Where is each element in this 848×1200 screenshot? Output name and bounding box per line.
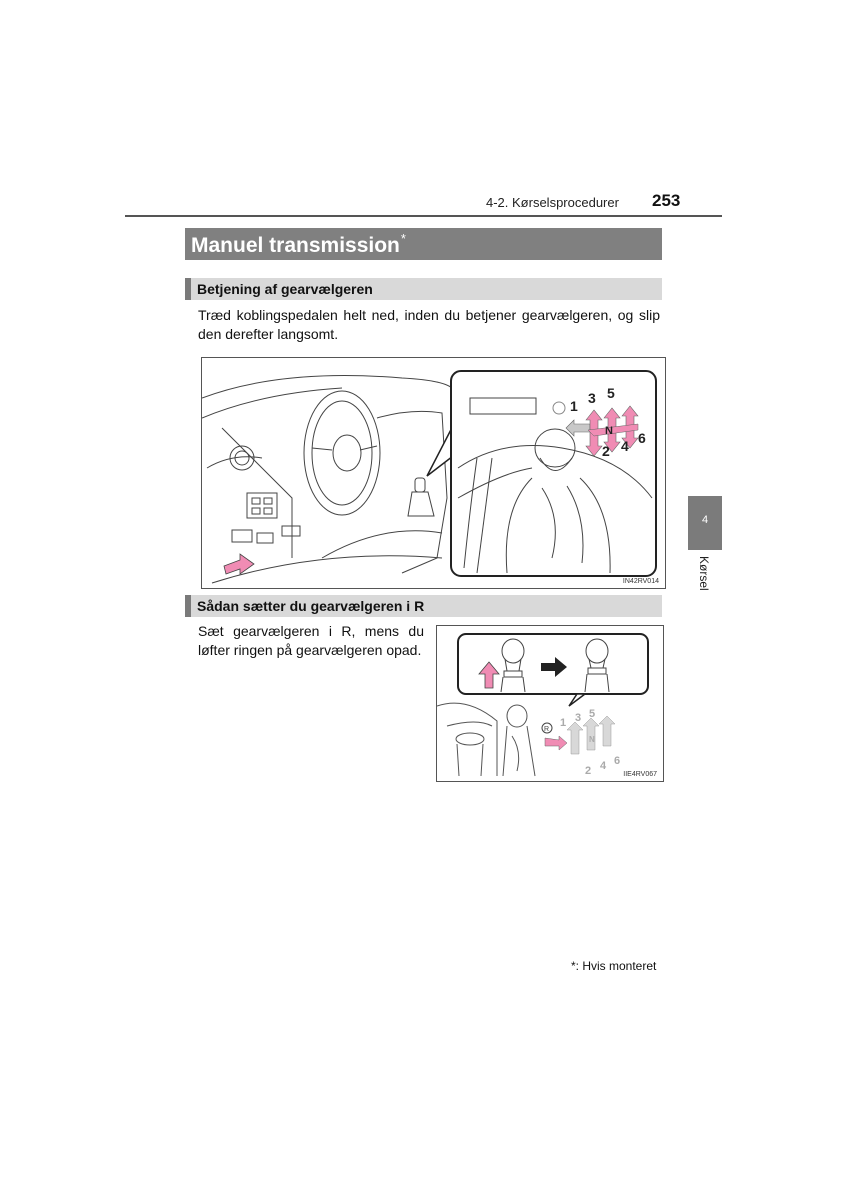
svg-text:R: R [544,726,550,733]
chapter-number: 4 [701,514,709,526]
gear-label: 6 [614,755,621,767]
figure-code: IIE4RV067 [623,771,657,778]
pedal-arrow-icon [224,554,254,574]
title-asterisk: * [400,231,406,246]
footnote-text: : Hvis monteret [575,959,657,973]
gear-label: 3 [588,390,596,406]
figure-code: IN42RV014 [622,578,659,585]
gear-label: 2 [602,443,610,459]
running-header-section: 4-2. Kørselsprocedurer [486,195,619,210]
gear-label: 3 [575,712,582,724]
gear-label: N [605,425,613,437]
header-rule [125,215,722,217]
gear-label: 4 [600,760,607,772]
page-title-text: Manuel transmission [191,234,400,257]
figure-reverse-gear [436,625,664,782]
dashboard-illustration [202,358,665,588]
subheading-2: Sådan sætter du gearvælgeren i R [197,598,425,614]
subheading-accent [185,595,191,617]
chapter-tab[interactable] [688,496,722,550]
page-title [191,231,406,258]
gear-label: 1 [560,717,567,729]
subheading-1: Betjening af gearvælgeren [197,281,373,297]
gear-label: 4 [621,438,629,454]
subheading-bar-1 [185,278,662,300]
page-number: 253 [652,191,681,210]
gear-label: 5 [589,708,596,720]
chapter-label: Kørsel [697,556,711,591]
figure-shifter-overview [201,357,666,589]
footnote-mark: * [571,959,576,973]
section1-body: Træd koblingspedalen helt ned, inden du betjener gearvælgeren, og slip den derefter langsomt. [198,307,660,342]
gear-label: 5 [607,385,615,401]
gear-label: 2 [585,765,592,777]
reverse-arrow-icon [545,736,567,750]
subheading-bar-2 [185,595,662,617]
footnote [571,959,656,973]
gear-label: 1 [570,398,578,414]
shifter-zoom-inset [451,371,656,576]
gear-label: 6 [638,430,646,446]
subheading-accent [185,278,191,300]
page-title-bar [185,228,662,260]
section2-body: Sæt gearvælgeren i R, mens du løfter ringen på gearvælgeren opad. [198,623,424,658]
reverse-gear-illustration [437,626,663,781]
gear-label: N [589,735,595,744]
